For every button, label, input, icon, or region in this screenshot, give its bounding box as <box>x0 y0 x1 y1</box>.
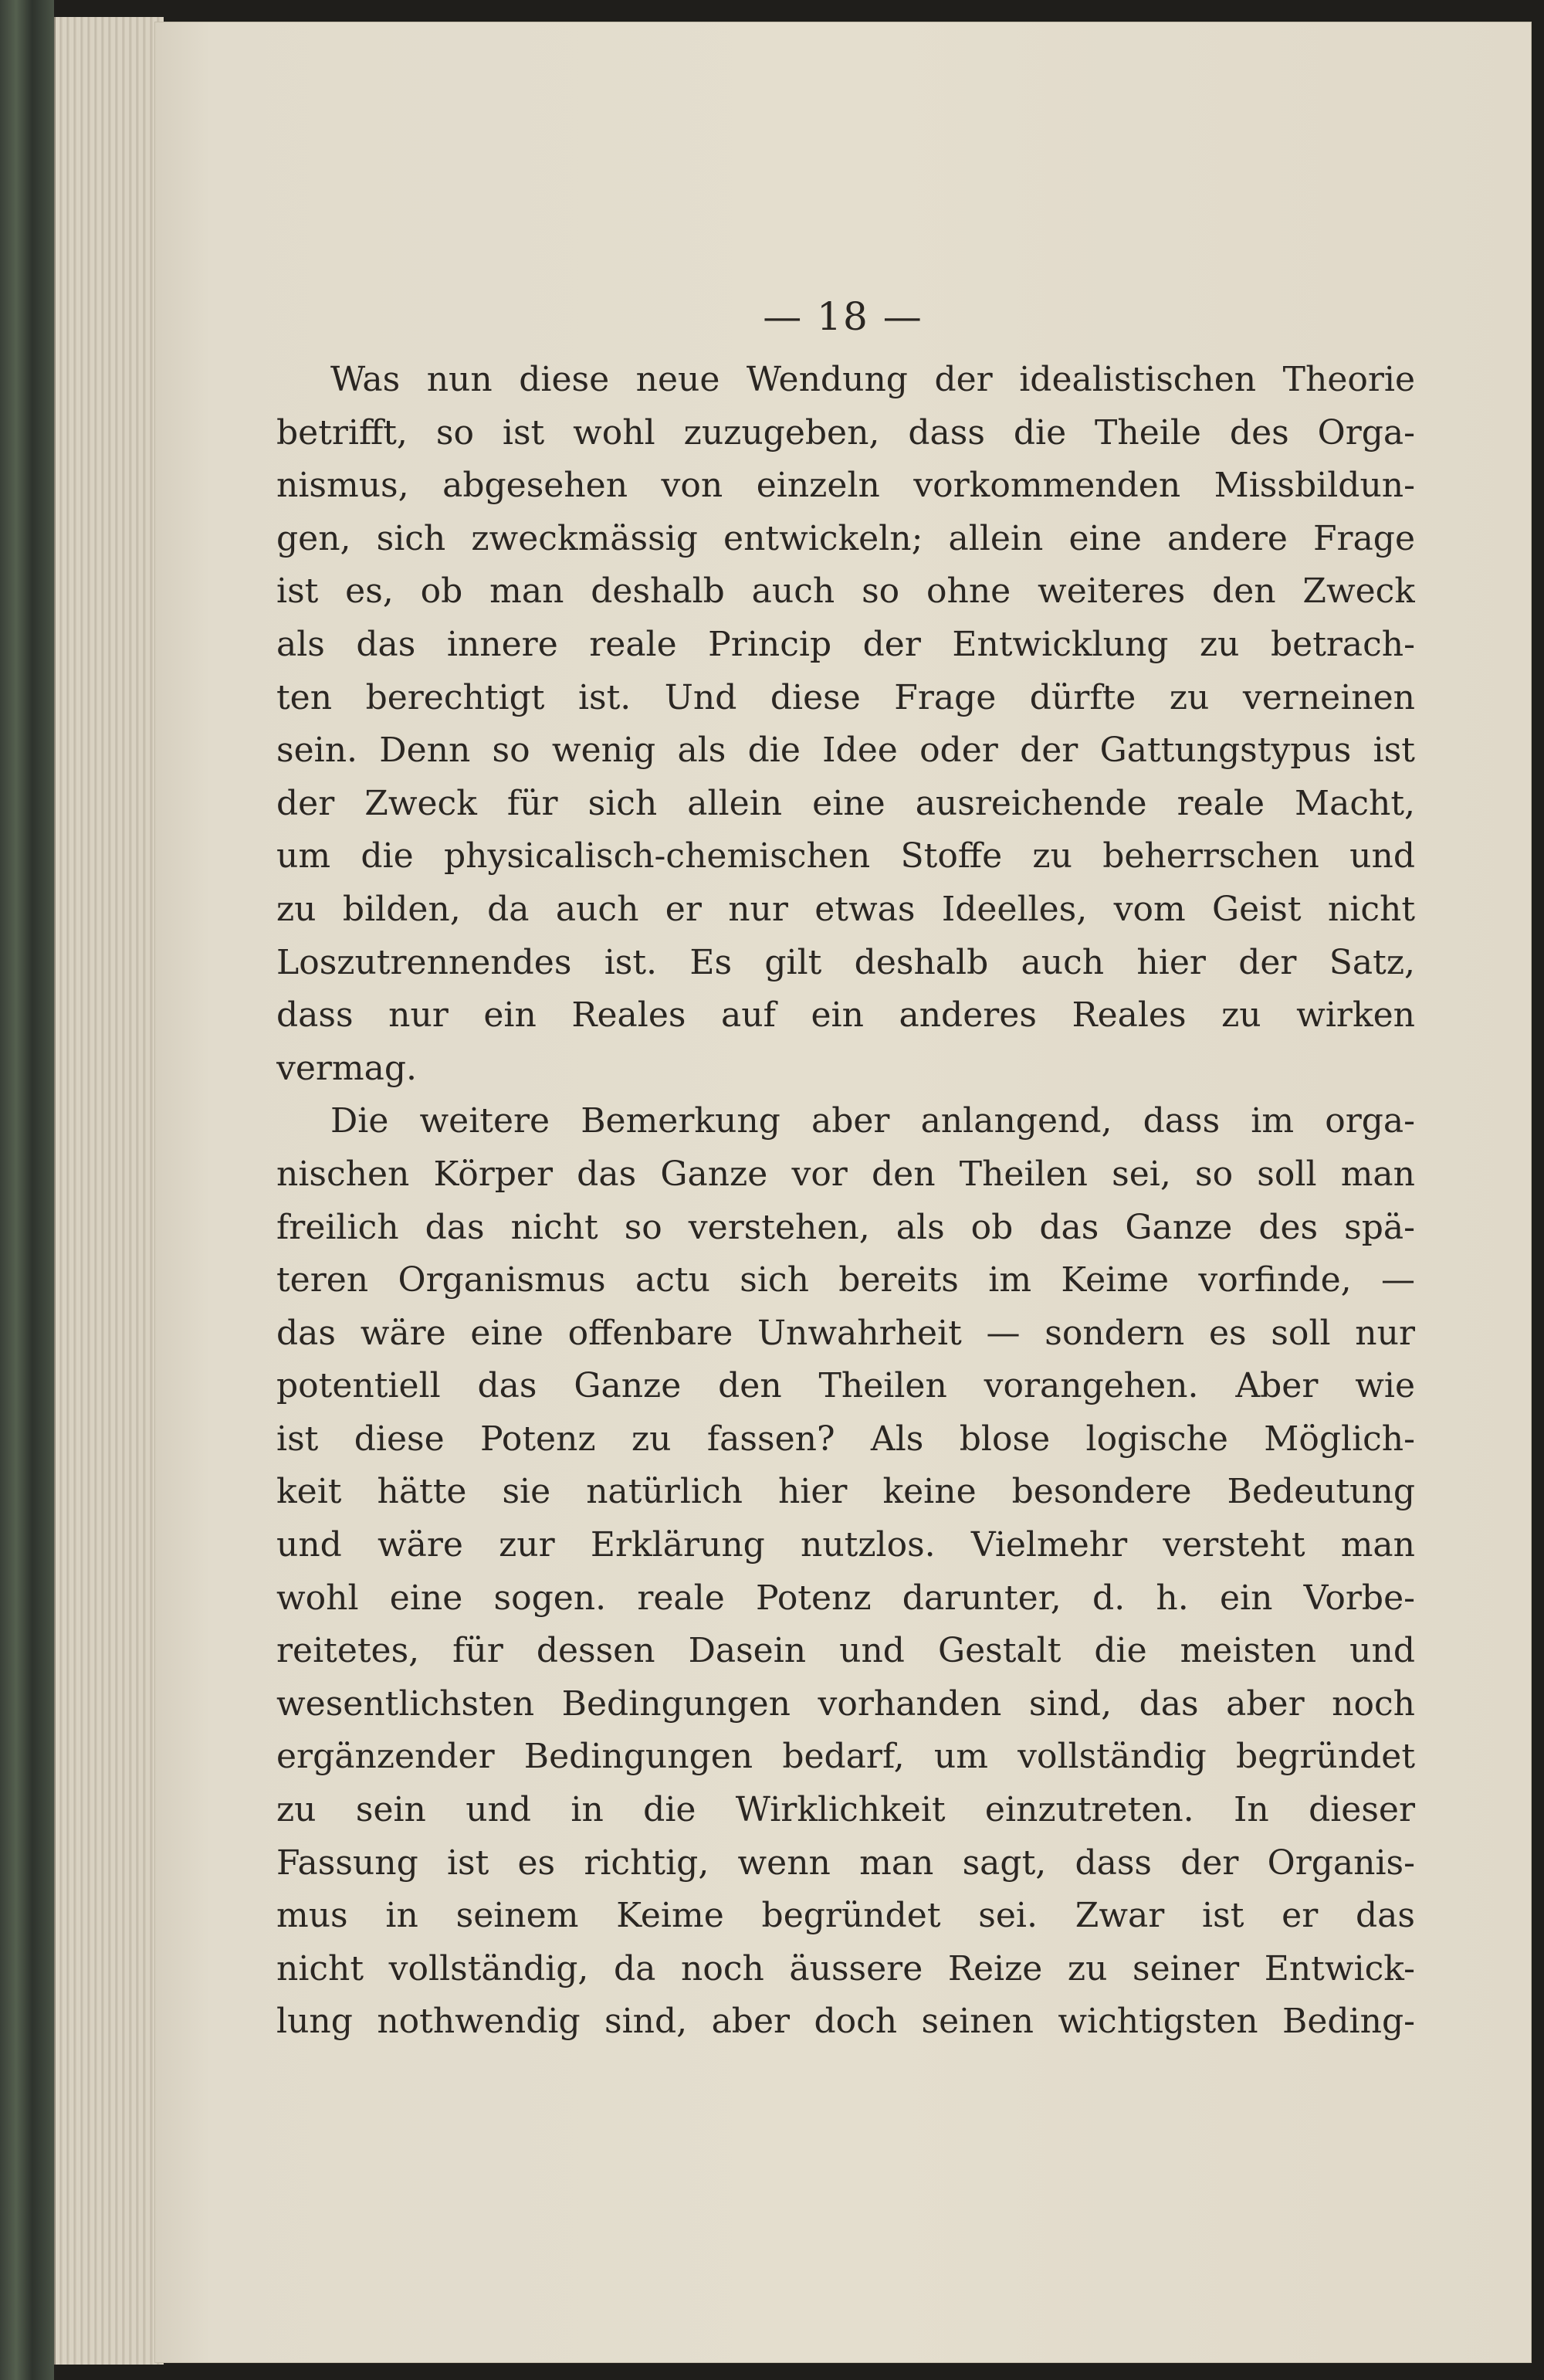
text-line: vermag. <box>276 1048 418 1088</box>
text-line: nischen Körper das Ganze vor den Theilen sei, so soll man <box>276 1154 1415 1194</box>
text-line: wesentlichsten Bedingungen vorhanden sind, das aber noch <box>276 1683 1415 1724</box>
text-line: Fassung ist es richtig, wenn man sagt, dass der Organis- <box>276 1843 1415 1883</box>
text-line: als das innere reale Princip der Entwicklung zu betrach- <box>276 624 1415 664</box>
text-line: Was nun diese neue Wendung der idealistischen Theorie <box>330 360 1415 399</box>
text-line: keit hätte sie natürlich hier keine besondere Bedeutung <box>276 1472 1415 1512</box>
book-cover-edge <box>0 0 54 2380</box>
text-line: wohl eine sogen. reale Potenz darunter, d. h. ein Vorbe- <box>276 1578 1415 1618</box>
text-line: und wäre zur Erklärung nutzlos. Vielmehr versteht man <box>276 1525 1415 1565</box>
text-line: nicht vollständig, da noch äussere Reize zu seiner Entwick- <box>276 1948 1415 1988</box>
text-line: lung nothwendig sind, aber doch seinen wichtigsten Beding- <box>276 2002 1415 2042</box>
text-line: der Zweck für sich allein eine ausreichende reale Macht, <box>276 783 1415 823</box>
text-line: gen, sich zweckmässig entwickeln; allein eine andere Frage <box>276 518 1415 558</box>
text-line: Loszutrennendes ist. Es gilt deshalb auch hier der Satz, <box>276 942 1415 982</box>
text-line: das wäre eine offenbare Unwahrheit — sondern es soll nur <box>276 1313 1415 1353</box>
body-text <box>276 354 1415 2049</box>
text-line: mus in seinem Keime begründet sei. Zwar ist er das <box>276 1896 1415 1936</box>
text-line: betrifft, so ist wohl zuzugeben, dass die Theile des Orga- <box>276 412 1415 453</box>
text-line: um die physicalisch-chemischen Stoffe zu beherrschen und <box>276 836 1415 876</box>
text-line: nismus, abgesehen von einzeln vorkommenden Missbildun- <box>276 466 1415 506</box>
text-line: ten berechtigt ist. Und diese Frage dürfte zu verneinen <box>276 677 1415 717</box>
text-line: ist diese Potenz zu fassen? Als blose logische Möglich- <box>276 1419 1415 1459</box>
text-line: sein. Denn so wenig als die Idee oder der Gattungstypus ist <box>276 731 1415 771</box>
text-line: zu sein und in die Wirklichkeit einzutreten. In dieser <box>276 1790 1415 1830</box>
page-edges <box>54 17 164 2365</box>
text-line: ist es, ob man deshalb auch so ohne weiteres den Zweck <box>276 571 1415 612</box>
text-line: teren Organismus actu sich bereits im Keime vorfinde, — <box>276 1260 1415 1300</box>
text-line: dass nur ein Reales auf ein anderes Reales zu wirken <box>276 995 1415 1036</box>
page-number: — 18 — <box>763 294 923 339</box>
text-line: ergänzender Bedingungen bedarf, um vollständig begründet <box>276 1737 1415 1777</box>
text-line: Die weitere Bemerkung aber anlangend, dass im orga- <box>330 1101 1415 1141</box>
text-line: zu bilden, da auch er nur etwas Ideelles, vom Geist nicht <box>276 889 1415 929</box>
text-line: potentiell das Ganze den Theilen vorangehen. Aber wie <box>276 1366 1415 1406</box>
text-line: reitetes, für dessen Dasein und Gestalt die meisten und <box>276 1631 1415 1671</box>
text-line: freilich das nicht so verstehen, als ob das Ganze des spä- <box>276 1207 1415 1247</box>
